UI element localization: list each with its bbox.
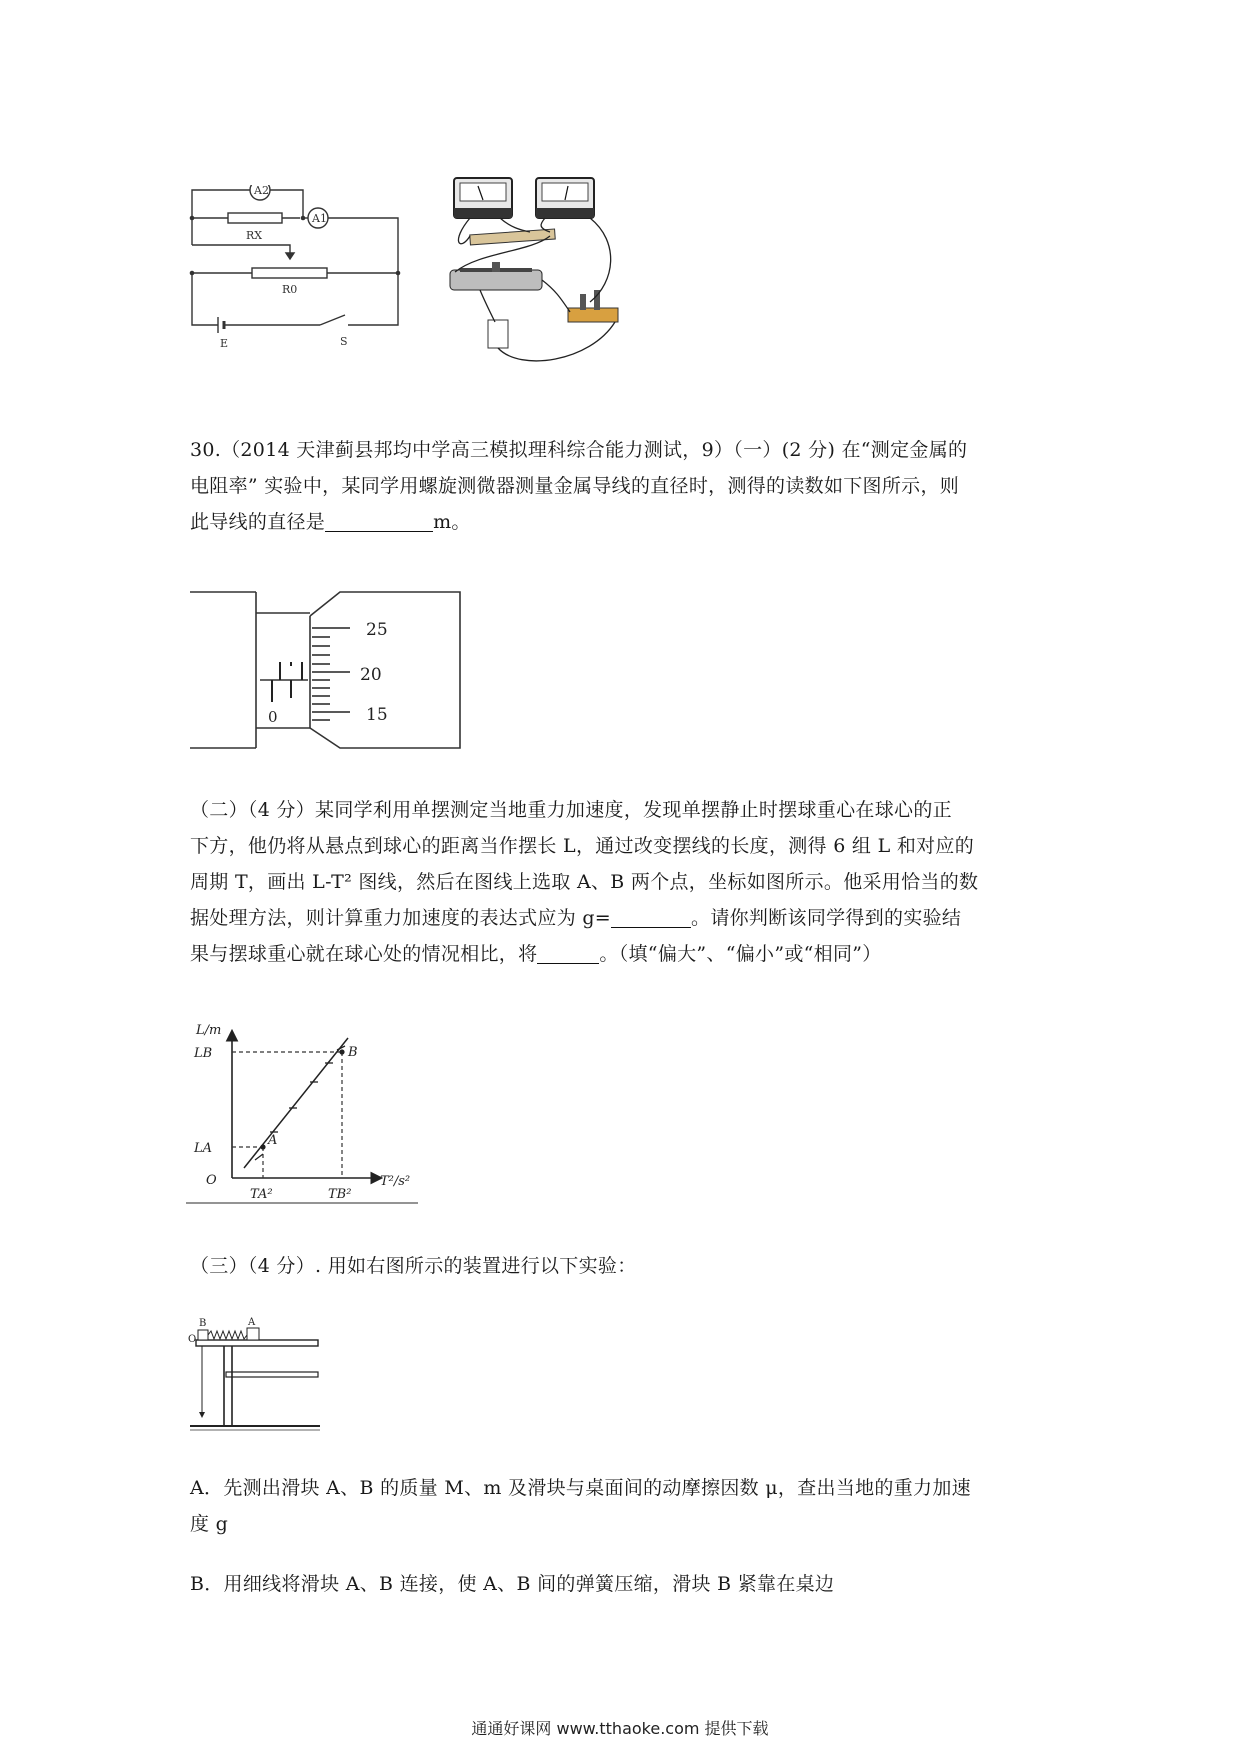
- x-axis-label: T²/s²: [380, 1174, 411, 1189]
- diameter-answer-blank[interactable]: [325, 509, 433, 532]
- x-tick-ta2: TA²: [250, 1187, 273, 1202]
- q30c-line-1: （三）（4 分）. 用如右图所示的装置进行以下实验：: [190, 1255, 637, 1277]
- q30-line-3: [190, 504, 1060, 540]
- origin-label: O: [206, 1173, 217, 1188]
- y-tick-la: LA: [194, 1141, 213, 1156]
- y-axis-label: L/m: [196, 1023, 222, 1038]
- ammeter-right-icon: [536, 178, 594, 218]
- question-30-part-2: [190, 792, 1060, 972]
- spring-icon: [208, 1331, 247, 1339]
- battery-e-label: E: [220, 337, 229, 350]
- step-a-line-1: A．先测出滑块 A、B 的质量 M、m 及滑块与桌面间的动摩擦因数 μ，查出当地的重力加速: [190, 1477, 971, 1499]
- point-a-label: A: [268, 1133, 278, 1148]
- q30-line-3-prefix: 此导线的直径是: [190, 511, 326, 533]
- ammeter-a1-label: A1: [312, 212, 327, 225]
- q30b-line-4-prefix: 据处理方法，则计算重力加速度的表达式应为 g=: [190, 907, 612, 929]
- ammeter-a2-label: A2: [254, 185, 269, 197]
- q30-line-2: 电阻率” 实验中，某同学用螺旋测微器测量金属导线的直径时，测得的读数如下图所示，则: [190, 475, 960, 497]
- q30-line-3-suffix: m。: [433, 511, 471, 533]
- label-b: B: [199, 1318, 207, 1329]
- sleeve-zero-mark: 0: [268, 708, 278, 726]
- switch-s-label: S: [340, 335, 348, 348]
- block-b: [198, 1330, 208, 1340]
- q30b-line-4-suffix: 。请你判断该同学得到的实验结: [691, 907, 962, 929]
- circuit-diagram: [180, 185, 410, 385]
- label-a: A: [248, 1317, 256, 1328]
- q30b-line-4: [190, 900, 1060, 936]
- ammeter-left-icon: [454, 178, 512, 218]
- step-b-line-1: B．用细线将滑块 A、B 连接，使 A、B 间的弹簧压缩，滑块 B 紧靠在桌边: [190, 1573, 835, 1595]
- page-footer: 通通好课网 www.tthaoke.com 提供下载: [471, 1719, 769, 1738]
- q30b-line-5-prefix: 果与摆球重心就在球心处的情况相比，将: [190, 943, 538, 965]
- fit-line: [244, 1038, 348, 1168]
- thimble-mark-15: 15: [366, 705, 388, 725]
- label-o: O: [188, 1334, 197, 1345]
- micrometer-figure: [190, 580, 465, 750]
- battery-icon: [488, 320, 508, 348]
- step-a: [190, 1470, 1060, 1542]
- q30b-line-1: （二）（4 分）某同学利用单摆测定当地重力加速度，发现单摆静止时摆球重心在球心的正: [190, 799, 952, 821]
- result-comparison-answer-blank[interactable]: [537, 941, 599, 964]
- point-b-label: B: [348, 1045, 358, 1060]
- q30b-line-5-suffix: 。（填“偏大”、“偏小”或“相同”）: [599, 943, 882, 965]
- l-t2-graph: [186, 1010, 422, 1206]
- step-b: [190, 1566, 1060, 1602]
- question-30-part-1: [190, 432, 1060, 540]
- switch-icon: [568, 290, 618, 322]
- block-a: [247, 1328, 259, 1340]
- resistor-rx-label: RX: [246, 229, 263, 242]
- q30b-line-5: [190, 936, 1060, 972]
- g-expression-answer-blank[interactable]: [611, 905, 691, 928]
- q30b-line-3: 周期 T，画出 L-T² 图线，然后在图线上选取 A、B 两个点，坐标如图所示。他采用恰当的数: [190, 871, 979, 893]
- rheostat-r0-label: R0: [282, 283, 298, 296]
- thimble-mark-20: 20: [360, 665, 382, 685]
- x-tick-tb2: TB²: [328, 1187, 352, 1202]
- q30b-line-2: 下方，他仍将从悬点到球心的距离当作摆长 L，通过改变摆线的长度，测得 6 组 L 和对应的: [190, 835, 975, 857]
- thimble-mark-25: 25: [366, 620, 388, 640]
- point-a-marker: [260, 1144, 265, 1149]
- q30-line-1: 30.（2014 天津蓟县邦均中学高三模拟理科综合能力测试，9）（一）(2 分) 在“测定金属的: [190, 439, 968, 461]
- question-30-part-3: [190, 1248, 1060, 1284]
- apparatus-photo: [440, 172, 660, 402]
- slider-spring-apparatus: [186, 1314, 326, 1434]
- y-tick-lb: LB: [194, 1046, 213, 1061]
- step-a-line-2: 度 g: [190, 1513, 229, 1535]
- point-b-marker: [339, 1049, 344, 1054]
